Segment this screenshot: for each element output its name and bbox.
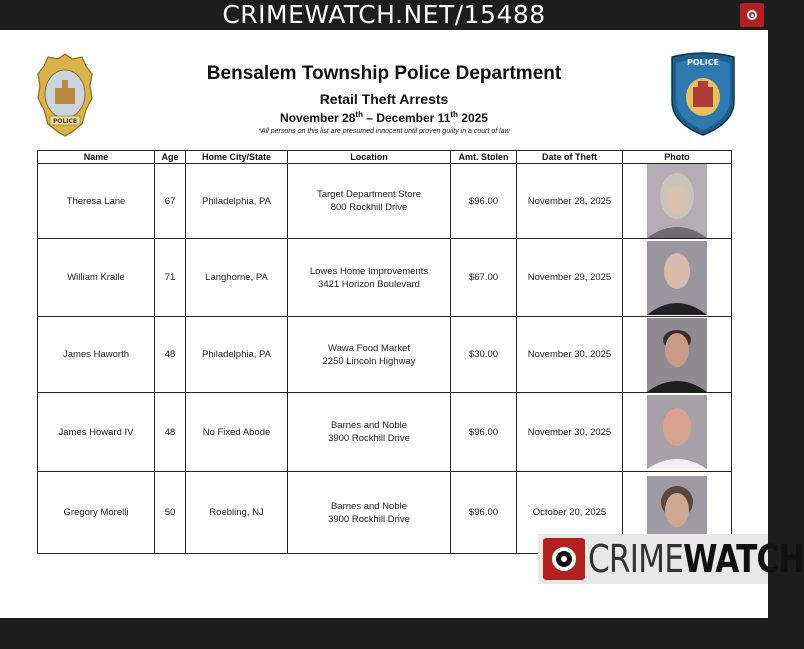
mugshot-photo [647, 318, 707, 392]
cell-name: James Haworth [38, 317, 155, 393]
cell-date: November 30, 2025 [517, 317, 623, 393]
crimewatch-logo [538, 534, 804, 584]
cell-location [288, 393, 451, 472]
mugshot-photo [647, 241, 707, 315]
cell-age: 50 [155, 472, 186, 554]
cell-location [288, 472, 451, 554]
cell-photo [623, 239, 732, 317]
cell-name: William Kralle [38, 239, 155, 317]
date-end-suffix: th [450, 110, 458, 119]
cell-city: Roebling, NJ [186, 472, 288, 554]
location-address: 3900 Rockhill Drive [328, 433, 410, 444]
location-name: Target Department Store [316, 189, 422, 200]
column-header-age: Age [155, 151, 186, 164]
column-header-amount: Amt. Stolen [451, 151, 517, 164]
location-name: Barnes and Noble [330, 500, 408, 512]
cell-city: Philadelphia, PA [186, 317, 288, 393]
cell-photo [623, 164, 732, 239]
cell-name: Theresa Lane [38, 164, 155, 239]
arrests-table [37, 150, 732, 554]
disclaimer: *All persons on this list are presumed innocent until proven guilty in a court of law [258, 128, 510, 135]
cell-date: October 20, 2025 [517, 472, 623, 554]
table-row [38, 393, 732, 472]
logo-text-crime: CRIME [588, 537, 684, 581]
location-name: Lowes Home Improvements [309, 265, 429, 277]
cell-city: No Fixed Abode [186, 393, 288, 472]
mugshot-photo [647, 164, 707, 238]
date-separator: – [362, 111, 377, 125]
date-year: 2025 [457, 111, 488, 125]
cell-date: November 29, 2025 [517, 239, 623, 317]
arrest-document [0, 30, 768, 618]
table-row [38, 239, 732, 317]
cell-name: James Howard IV [38, 393, 155, 472]
cell-amount: $96.00 [451, 164, 517, 239]
column-header-date: Date of Theft [517, 151, 623, 164]
department-title: Bensalem Township Police Department [206, 63, 562, 84]
column-header-name: Name [38, 151, 155, 164]
column-header-photo: Photo [623, 151, 732, 164]
report-subtitle: Retail Theft Arrests [319, 91, 449, 107]
cell-age: 71 [155, 239, 186, 317]
cell-photo [623, 317, 732, 393]
cell-location [288, 317, 451, 393]
cell-amount: $67.00 [451, 239, 517, 317]
column-header-location: Location [288, 151, 451, 164]
table-row [38, 317, 732, 393]
cell-age: 67 [155, 164, 186, 239]
badge-right-top-text: POLICE [686, 58, 720, 67]
cell-age: 48 [155, 393, 186, 472]
cell-photo [623, 393, 732, 472]
location-address: 2250 Lincoln Highway [322, 355, 416, 367]
location-name: Barnes and Noble [330, 420, 408, 431]
logo-text-watch: WATCH [683, 537, 804, 581]
cell-name: Gregory Morelli [38, 472, 155, 554]
cell-date: November 30, 2025 [517, 393, 623, 472]
cell-location [288, 239, 451, 317]
date-end: December 11 [376, 111, 451, 125]
date-range [0, 110, 768, 125]
date-start: November 28 [280, 111, 356, 125]
location-address: 800 Rockhill Drive [330, 202, 408, 213]
cell-amount: $96.00 [451, 472, 517, 554]
crimewatch-eye-icon [543, 538, 585, 580]
date-start-suffix: th [355, 110, 363, 119]
site-url-title: CRIMEWATCH.NET/15488 [222, 0, 546, 29]
badge-left-text: POLICE [52, 118, 78, 125]
column-header-city: Home City/State [186, 151, 288, 164]
cell-city: Langhorne, PA [186, 239, 288, 317]
table-row [38, 164, 732, 239]
cell-amount: $30.00 [451, 317, 517, 393]
cell-age: 48 [155, 317, 186, 393]
cell-amount: $96.00 [451, 393, 517, 472]
location-name: Wawa Food Market [327, 342, 410, 354]
location-address: 3421 Horizon Boulevard [318, 278, 420, 290]
mugshot-photo [647, 395, 707, 469]
table-header-row [38, 151, 732, 164]
cell-city: Philadelphia, PA [186, 164, 288, 239]
location-address: 3900 Rockhill Drive [328, 513, 410, 525]
crimewatch-eye-icon[interactable] [740, 3, 764, 27]
cell-date: November 28, 2025 [517, 164, 623, 239]
top-banner [0, 0, 768, 30]
bottom-bar [0, 618, 768, 649]
cell-location [288, 164, 451, 239]
